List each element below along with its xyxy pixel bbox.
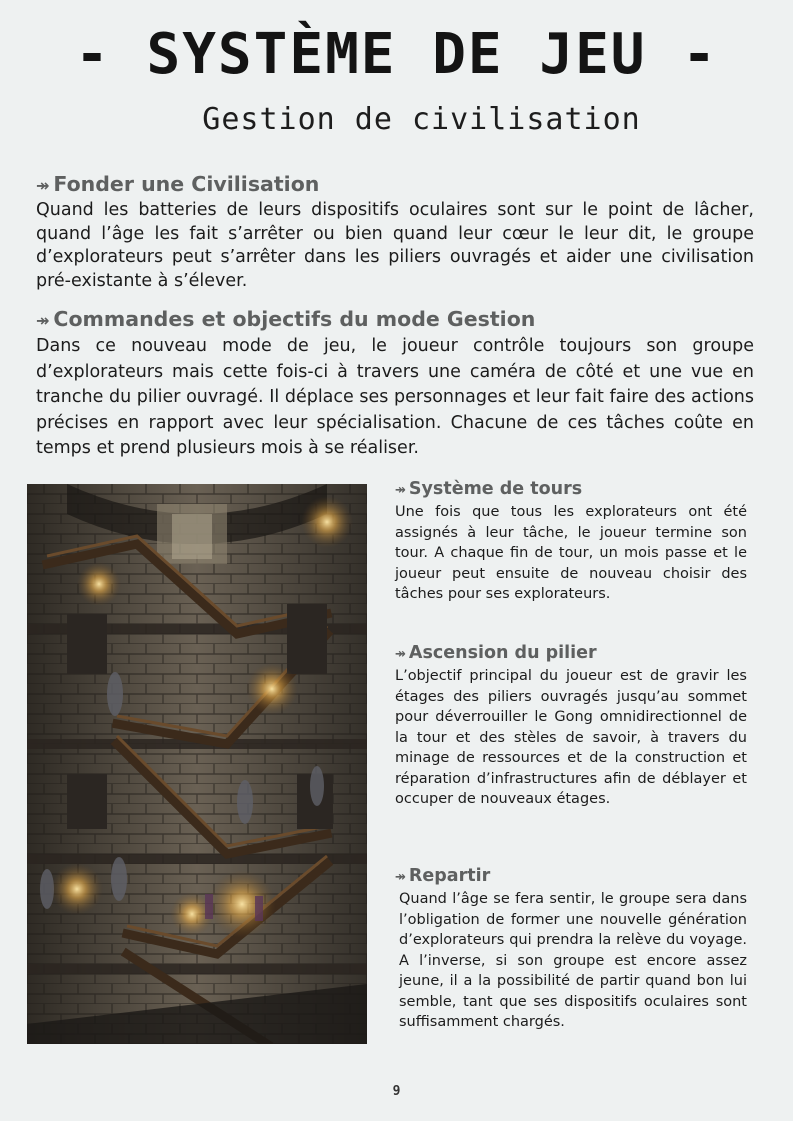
section-ascension-pilier	[395, 642, 747, 810]
section-body: Une fois que tous les explorateurs ont été assignés à leur tâche, le joueur termine son tour. A chaque fin de tour, un mois passe et le joueur peut ensuite de nouveau choisir des tâches pour ses explorateurs.	[395, 504, 747, 602]
double-arrow-icon: ↠	[395, 647, 406, 662]
tower-interior-illustration	[27, 484, 367, 1044]
section-systeme-tours	[395, 478, 747, 605]
page-number: 9	[392, 1084, 401, 1099]
section-body: Quand les batteries de leurs dispositifs oculaires sont sur le point de lâcher, quand l’âge les fait s’arrêter ou bien quand leur cœur le leur dit, le groupe d’explorateurs peut s’arrêter dans les piliers ouvragés et aider une civilisation pré-existante à s’élever.	[36, 200, 754, 291]
section-heading	[395, 478, 747, 502]
double-arrow-icon: ↠	[395, 483, 406, 498]
section-repartir	[395, 865, 747, 1033]
section-heading	[395, 642, 747, 666]
section-heading	[395, 865, 747, 889]
section-heading-text: Ascension du pilier	[408, 643, 597, 663]
section-heading-text: Fonder une Civilisation	[53, 172, 320, 196]
section-heading-text: Repartir	[408, 866, 491, 886]
double-arrow-icon: ↠	[395, 870, 406, 885]
page-title: - SYSTÈME DE JEU -	[75, 22, 718, 87]
section-heading	[36, 306, 754, 334]
section-commandes-objectifs	[36, 306, 754, 462]
section-fonder-civilisation	[36, 171, 754, 293]
double-arrow-icon: ↠	[36, 176, 50, 195]
double-arrow-icon: ↠	[36, 311, 50, 330]
section-heading	[36, 171, 754, 199]
section-body: Dans ce nouveau mode de jeu, le joueur contrôle toujours son groupe d’explorateurs mais cette fois-ci à travers une caméra de côté et une vue en tranche du pilier ouvragé. Il déplace ses personnages et leur fait faire des actions précises en rapport avec leur spécialisation. Chacune de ces tâches coûte en temps et prend plusieurs mois à se réaliser.	[36, 336, 754, 458]
section-heading-text: Commandes et objectifs du mode Gestion	[53, 307, 536, 331]
section-heading-text: Système de tours	[408, 479, 583, 499]
section-body: Quand l’âge se fera sentir, le groupe sera dans l’obligation de former une nouvelle génération d’explorateurs qui prendra la relève du voyage. A l’inverse, si son groupe est encore assez jeune, il a la possibilité de partir quand bon lui semble, tant que ses dispositifs oculaires sont suffisamment chargés.	[399, 891, 747, 1030]
section-body: L’objectif principal du joueur est de gravir les étages des piliers ouvragés jusqu’au sommet pour déverrouiller le Gong omnidirectionnel de la tour et des stèles de savoir, à travers du minage de ressources et de la construction et réparation d’infrastructures afin de déblayer et occuper de nouveaux étages.	[395, 668, 747, 807]
page-subtitle: Gestion de civilisation	[202, 102, 641, 137]
